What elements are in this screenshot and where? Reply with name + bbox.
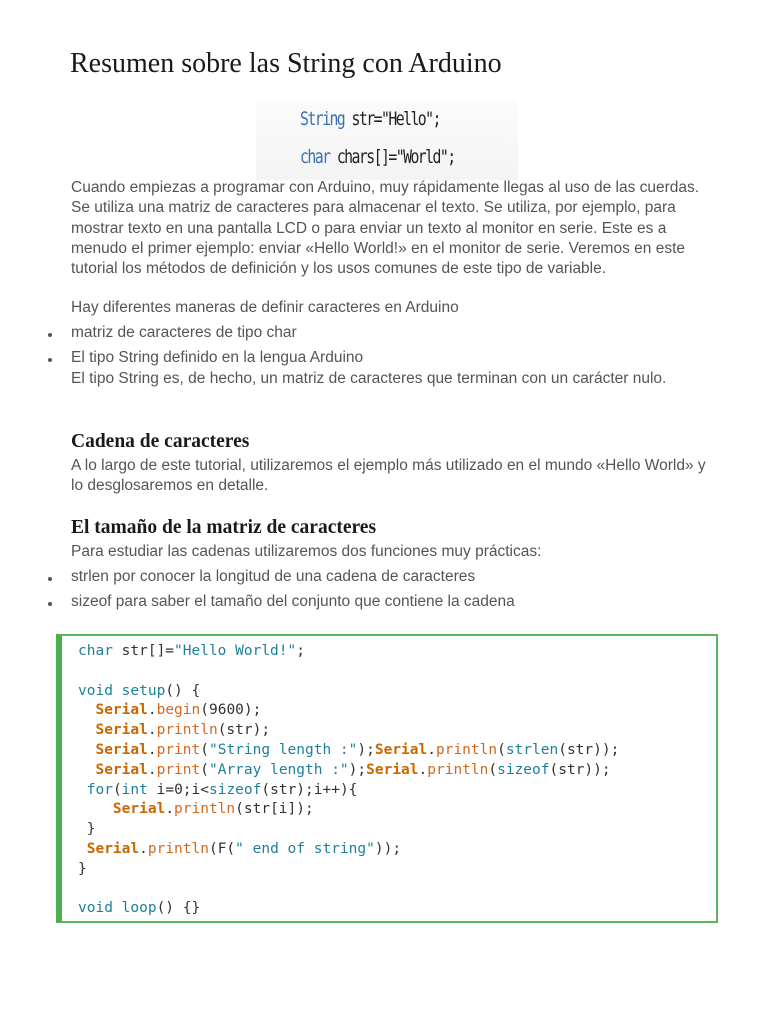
- section-paragraph-tamano: Para estudiar las cadenas utilizaremos dos funciones muy prácticas:: [71, 543, 542, 560]
- code-snippet-image: [256, 100, 518, 180]
- code-content: [78, 642, 619, 919]
- code-line: char str[]="Hello World!";: [78, 643, 305, 659]
- code-line: void loop() {}: [78, 900, 201, 917]
- list-item: strlen por conocer la longitud de una cadena de caracteres: [48, 567, 728, 587]
- snippet-line-2: char chars[]="World";: [300, 146, 455, 168]
- string-types-list: [48, 323, 728, 389]
- code-line: void setup() {: [78, 682, 201, 699]
- code-line: }: [78, 860, 87, 877]
- code-line: Serial.print("Array length :");Serial.println(sizeof(str));: [95, 761, 611, 778]
- section-paragraph-cadena: A lo largo de este tutorial, utilizaremos el ejemplo más utilizado en el mundo «Hello World» y lo desglosaremos en detalle.: [71, 457, 706, 495]
- code-line: Serial.println(F(" end of string"));: [86, 840, 402, 857]
- code-line: Serial.begin(9600);: [95, 702, 262, 719]
- code-line: Serial.print("String length :");Serial.println(strlen(str));: [95, 741, 620, 758]
- section-heading-cadena: Cadena de caracteres: [71, 431, 250, 452]
- ways-paragraph: Hay diferentes maneras de definir caracteres en Arduino: [71, 299, 459, 316]
- code-line: }: [78, 821, 96, 838]
- list-item: sizeof para saber el tamaño del conjunto que contiene la cadena: [48, 592, 728, 612]
- intro-paragraph: Cuando empiezas a programar con Arduino, muy rápidamente llegas al uso de las cuerdas. Se utiliza una matriz de caracteres para almacenar el texto. Se utiliza, por ejemplo, para mostrar texto en una pantalla LCD o para enviar un texto al monitor en serie. Este es a menudo el primer ejemplo: enviar «Hello World!» en el monitor de serie. Veremos en este tutorial los métodos de definición y los usos comunes de este tipo de variable.: [71, 179, 700, 278]
- snippet-line-1: String str="Hello";: [300, 108, 440, 130]
- page-title: Resumen sobre las String con Arduino: [70, 48, 502, 79]
- list-item: matriz de caracteres de tipo char: [48, 323, 728, 343]
- list-note: El tipo String es, de hecho, un matriz de caracteres que terminan con un carácter nulo.: [71, 369, 667, 387]
- list-item: El tipo String definido en la lengua Arduino El tipo String es, de hecho, un matriz de caracteres que terminan con un carácter nulo.: [48, 348, 728, 389]
- code-line: Serial.println(str[i]);: [112, 801, 314, 818]
- code-line: Serial.println(str);: [95, 722, 271, 739]
- code-line: for(int i=0;i<sizeof(str);i++){: [86, 781, 358, 798]
- section-heading-tamano: El tamaño de la matriz de caracteres: [71, 517, 377, 538]
- functions-list: [48, 567, 728, 613]
- code-block: [56, 634, 718, 923]
